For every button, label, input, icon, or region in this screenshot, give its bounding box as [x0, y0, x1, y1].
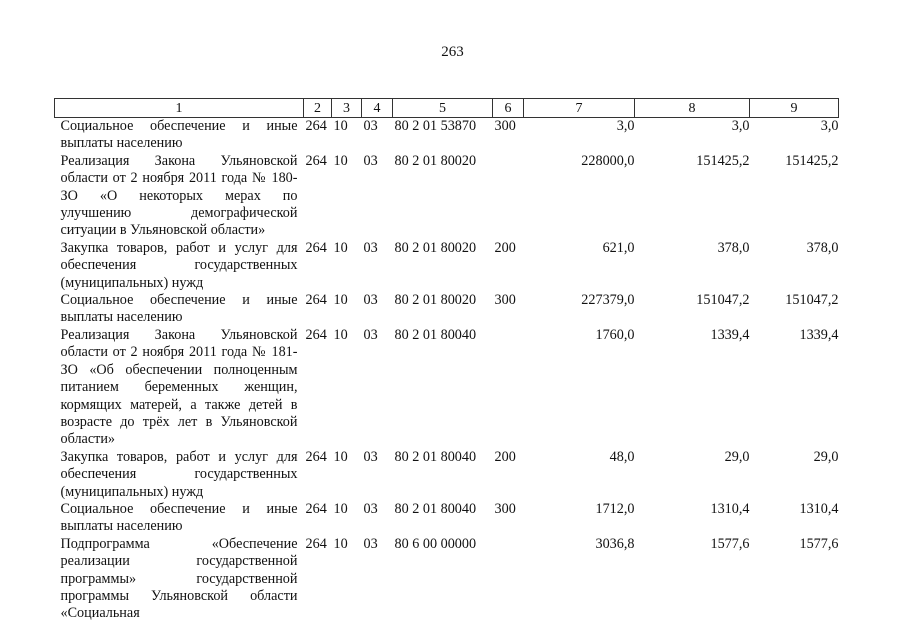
cell-admin-code: 264: [305, 448, 327, 465]
cell-amount-col7: 1760,0: [595, 326, 635, 343]
cell-amount-col9: 1310,4: [799, 500, 839, 517]
cell-expense-type: 300: [494, 500, 516, 517]
cell-target-article: 80 2 01 80020: [394, 152, 477, 169]
header-cell-4: 4: [362, 99, 393, 118]
header-cell-3: 3: [332, 99, 362, 118]
cell-subsection: 03: [363, 326, 378, 343]
cell-admin-code: 264: [305, 500, 327, 517]
table-row: [55, 118, 839, 153]
cell-amount-col8: 151047,2: [696, 292, 750, 309]
cell-amount-col7: 1712,0: [595, 500, 635, 517]
header-cell-1: 1: [55, 99, 304, 118]
cell-subsection: 03: [363, 500, 378, 517]
cell-section: 10: [333, 535, 348, 552]
cell-expense-type: 300: [494, 292, 516, 309]
cell-amount-col9: 3,0: [820, 118, 839, 134]
cell-amount-col8: 1577,6: [710, 535, 750, 552]
table-row: [55, 536, 839, 623]
cell-name: Социальное обеспечение и иные выплаты населению: [60, 118, 298, 152]
cell-target-article: 80 2 01 80040: [394, 500, 477, 517]
cell-amount-col8: 151425,2: [696, 152, 750, 169]
cell-name: Реализация Закона Ульяновской области от 2 ноября 2011 года № 180-ЗО «О некоторых мерах по улучшению демографической ситуации в Ульяновской области»: [60, 152, 298, 239]
cell-amount-col9: 151047,2: [785, 292, 839, 309]
cell-amount-col8: 29,0: [724, 448, 750, 465]
cell-amount-col7: 621,0: [602, 239, 635, 256]
cell-admin-code: 264: [305, 326, 327, 343]
cell-expense-type: [493, 327, 524, 449]
cell-amount-col8: 1310,4: [710, 500, 750, 517]
cell-subsection: 03: [363, 448, 378, 465]
cell-amount-col9: 151425,2: [785, 152, 839, 169]
cell-amount-col8: 1339,4: [710, 326, 750, 343]
cell-name: Закупка товаров, работ и услуг для обеспечения государственных (муниципальных) нужд: [60, 239, 298, 291]
cell-expense-type: [493, 536, 524, 623]
cell-expense-type: 200: [494, 448, 516, 465]
cell-target-article: 80 2 01 80020: [394, 239, 477, 256]
header-cell-6: 6: [493, 99, 524, 118]
table-row: [55, 153, 839, 240]
cell-name: Реализация Закона Ульяновской области от 2 ноября 2011 года № 181-ЗО «Об обеспечении полноценным питанием беременных женщин, кормящих матерей, а также детей в возрасте до трёх лет в Ульяновской области»: [60, 326, 298, 448]
cell-section: 10: [333, 292, 348, 309]
cell-admin-code: 264: [305, 292, 327, 309]
cell-name: Подпрограмма «Обеспечение реализации государственной программы» государственной программы Ульяновской области «Социальная: [60, 535, 298, 622]
cell-amount-col7: 3,0: [616, 118, 635, 134]
cell-target-article: 80 2 01 80040: [394, 326, 477, 343]
cell-section: 10: [333, 500, 348, 517]
cell-expense-type: 300: [494, 118, 516, 134]
cell-admin-code: 264: [305, 118, 327, 134]
cell-subsection: 03: [363, 239, 378, 256]
cell-name: Социальное обеспечение и иные выплаты населению: [60, 292, 298, 326]
cell-name: Закупка товаров, работ и услуг для обеспечения государственных (муниципальных) нужд: [60, 448, 298, 500]
cell-amount-col9: 29,0: [813, 448, 839, 465]
cell-expense-type: [493, 153, 524, 240]
cell-subsection: 03: [363, 535, 378, 552]
header-cell-8: 8: [635, 99, 750, 118]
cell-admin-code: 264: [305, 239, 327, 256]
cell-target-article: 80 2 01 53870: [394, 118, 477, 134]
header-cell-7: 7: [524, 99, 635, 118]
cell-amount-col7: 228000,0: [581, 152, 635, 169]
table-row: [55, 327, 839, 449]
cell-subsection: 03: [363, 118, 378, 134]
header-row: [55, 99, 839, 118]
cell-subsection: 03: [363, 292, 378, 309]
table-header: [55, 99, 839, 118]
header-cell-2: 2: [304, 99, 332, 118]
budget-table: [54, 98, 839, 623]
cell-amount-col8: 378,0: [717, 239, 750, 256]
cell-target-article: 80 2 01 80040: [394, 448, 477, 465]
cell-amount-col9: 1339,4: [799, 326, 839, 343]
cell-amount-col7: 227379,0: [581, 292, 635, 309]
cell-section: 10: [333, 326, 348, 343]
cell-amount-col8: 3,0: [731, 118, 750, 134]
table-row: [55, 240, 839, 292]
page-number: 263: [441, 44, 464, 60]
cell-section: 10: [333, 448, 348, 465]
cell-admin-code: 264: [305, 152, 327, 169]
cell-amount-col7: 48,0: [609, 448, 635, 465]
table-row: [55, 501, 839, 536]
cell-target-article: 80 6 00 00000: [394, 535, 477, 552]
cell-admin-code: 264: [305, 535, 327, 552]
cell-section: 10: [333, 118, 348, 134]
table-body: [55, 118, 839, 623]
cell-amount-col7: 3036,8: [595, 535, 635, 552]
cell-name: Социальное обеспечение и иные выплаты населению: [60, 500, 298, 535]
cell-target-article: 80 2 01 80020: [394, 292, 477, 309]
cell-expense-type: 200: [494, 239, 516, 256]
cell-subsection: 03: [363, 152, 378, 169]
header-cell-9: 9: [750, 99, 839, 118]
header-cell-5: 5: [393, 99, 493, 118]
cell-section: 10: [333, 152, 348, 169]
cell-amount-col9: 1577,6: [799, 535, 839, 552]
cell-amount-col9: 378,0: [806, 239, 839, 256]
table-row: [55, 292, 839, 327]
table-row: [55, 449, 839, 501]
cell-section: 10: [333, 239, 348, 256]
